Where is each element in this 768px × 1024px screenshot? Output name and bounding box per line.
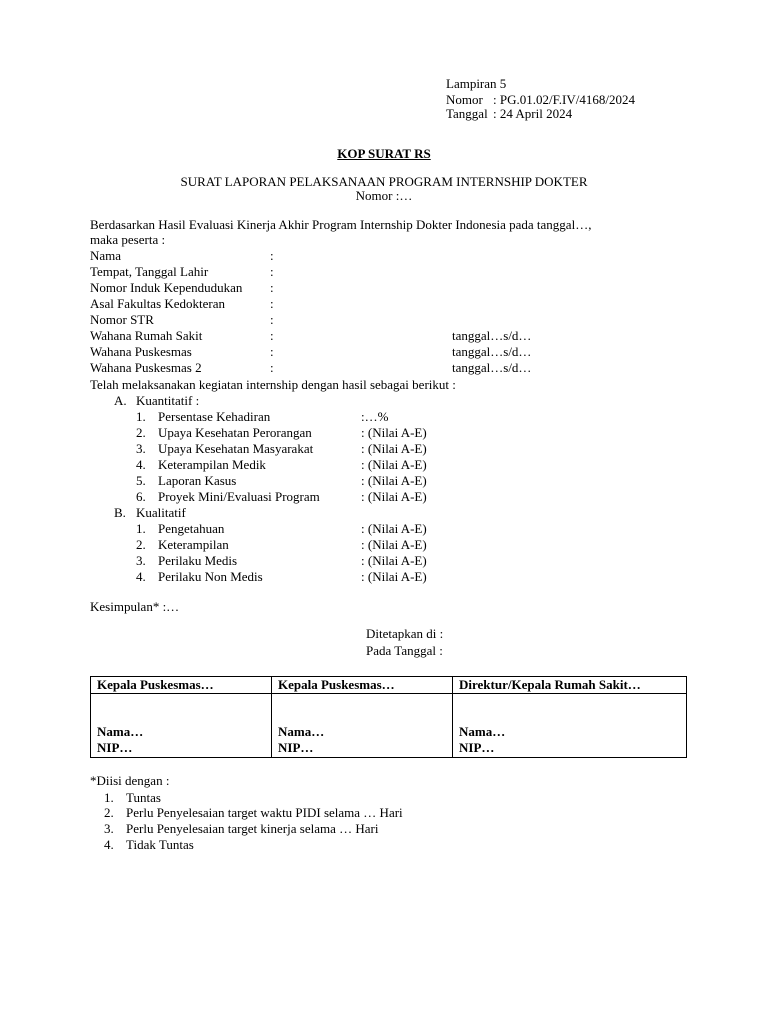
item-label: Upaya Kesehatan Masyarakat [158,441,314,456]
item-value: : (Nilai A-E) [361,441,427,456]
field-label: Nama [90,248,122,263]
section-marker: A. [114,393,127,408]
note-text: Tuntas [126,790,161,805]
note-text: Perlu Penyelesaian target kinerja selama … Hari [126,821,379,836]
item-value: : (Nilai A-E) [361,425,427,440]
section-title: Kuantitatif : [136,393,200,408]
nomor-value: : PG.01.02/F.IV/4168/2024 [493,92,635,107]
note-number: 4. [104,837,114,852]
signature-header: Direktur/Kepala Rumah Sakit… [453,677,687,694]
item-value: : (Nilai A-E) [361,473,427,488]
signature-header: Kepala Puskesmas… [272,677,453,694]
section-title: Kualitatif [136,505,186,520]
note-number: 3. [104,821,114,836]
field-colon: : [270,344,274,359]
intro-line-2: maka peserta : [90,232,166,247]
field-label: Wahana Puskesmas [90,344,192,359]
lampiran-label: Lampiran 5 [446,76,507,91]
note-text: Perlu Penyelesaian target waktu PIDI selama … Hari [126,805,403,820]
table-row [91,694,687,758]
item-value: : (Nilai A-E) [361,569,427,584]
field-date-range: tanggal…s/d… [452,344,532,359]
result-intro: Telah melaksanakan kegiatan internship dengan hasil sebagai berikut : [90,377,456,392]
table-row [91,677,687,694]
intro-line-1: Berdasarkan Hasil Evaluasi Kinerja Akhir Program Internship Dokter Indonesia pada tanggal…, [90,217,592,232]
document-title: SURAT LAPORAN PELAKSANAAN PROGRAM INTERNSHIP DOKTER [180,174,588,189]
item-number: 5. [136,473,146,488]
item-number: 2. [136,537,146,552]
item-label: Upaya Kesehatan Perorangan [158,425,312,440]
field-label: Nomor STR [90,312,154,327]
document-number: Nomor :… [355,188,413,203]
signature-nip: NIP… [459,740,495,755]
item-number: 4. [136,569,146,584]
tanggal-value: : 24 April 2024 [493,106,573,121]
note-number: 1. [104,790,114,805]
item-number: 1. [136,521,146,536]
field-label: Asal Fakultas Kedokteran [90,296,226,311]
item-value: : (Nilai A-E) [361,537,427,552]
item-label: Keterampilan [158,537,229,552]
item-label: Perilaku Medis [158,553,238,568]
signature-cell [453,694,687,758]
field-colon: : [270,328,274,343]
conclusion: Kesimpulan* :… [90,599,180,614]
item-number: 1. [136,409,146,424]
item-value: : (Nilai A-E) [361,489,427,504]
item-number: 3. [136,553,146,568]
signature-name: Nama… [97,724,144,739]
item-value: : (Nilai A-E) [361,521,427,536]
tanggal-label: Tanggal [446,106,488,121]
field-colon: : [270,280,274,295]
established-date: Pada Tanggal : [366,643,443,658]
signature-cell [272,694,453,758]
signature-table [90,676,687,758]
nomor-label: Nomor [446,92,483,107]
field-label: Nomor Induk Kependudukan [90,280,243,295]
signature-header: Kepala Puskesmas… [91,677,272,694]
field-colon: : [270,360,274,375]
item-value: :…% [361,409,389,424]
signature-nip: NIP… [278,740,314,755]
field-label: Wahana Rumah Sakit [90,328,203,343]
item-number: 4. [136,457,146,472]
field-colon: : [270,312,274,327]
section-marker: B. [114,505,126,520]
established-at: Ditetapkan di : [366,626,444,641]
item-value: : (Nilai A-E) [361,457,427,472]
item-label: Persentase Kehadiran [158,409,271,424]
signature-name: Nama… [459,724,506,739]
field-colon: : [270,248,274,263]
item-label: Laporan Kasus [158,473,237,488]
field-label: Wahana Puskesmas 2 [90,360,202,375]
field-label: Tempat, Tanggal Lahir [90,264,209,279]
signature-name: Nama… [278,724,325,739]
field-date-range: tanggal…s/d… [452,360,532,375]
signature-nip: NIP… [97,740,133,755]
item-number: 3. [136,441,146,456]
field-colon: : [270,296,274,311]
item-label: Proyek Mini/Evaluasi Program [158,489,320,504]
field-colon: : [270,264,274,279]
note-text: Tidak Tuntas [126,837,194,852]
kop-surat-title: KOP SURAT RS [337,146,431,161]
item-number: 2. [136,425,146,440]
item-label: Keterampilan Medik [158,457,266,472]
field-date-range: tanggal…s/d… [452,328,532,343]
item-number: 6. [136,489,146,504]
note-number: 2. [104,805,114,820]
item-value: : (Nilai A-E) [361,553,427,568]
signature-cell [91,694,272,758]
item-label: Pengetahuan [158,521,225,536]
notes-title: *Diisi dengan : [90,773,170,788]
item-label: Perilaku Non Medis [158,569,263,584]
